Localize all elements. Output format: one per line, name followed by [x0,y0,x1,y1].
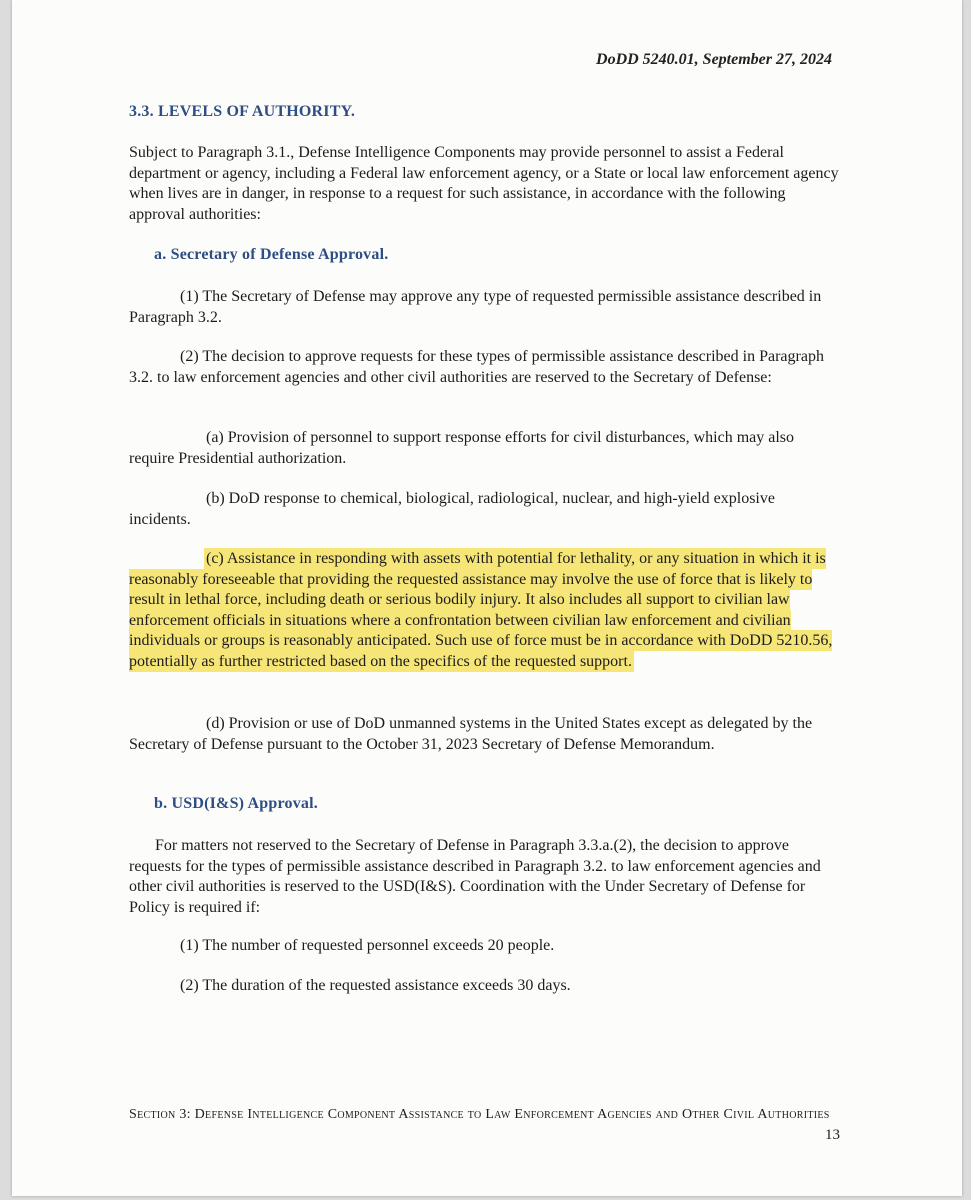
highlighted-text: (c) Assistance in responding with assets with potential for lethality, or any situation in which it is reasonably foreseeable that providing the requested assistance may involve the use of force that is likely to result in lethal force, including death or serious bodily injury. It also includes all support to civilian law enforcement officials in situations where a confrontation between civilian law enforcement and civilian individuals or groups is reasonably anticipated. Such use of force must be in accordance with DoDD 5210.56, potentially as further restricted based on the specifics of the requested support. [129,550,833,670]
intro-paragraph: Subject to Paragraph 3.1., Defense Intelligence Components may provide personnel to assist a Federal department or agency, including a Federal law enforcement agency, or a State or local law enforcement agency when lives are in danger, in response to a request for such assistance, in accordance with the following approval authorities: [129,144,839,223]
paragraph-a2: (2) The decision to approve requests for these types of permissible assistance described in Paragraph 3.2. to law enforcement agencies and other civil authorities are reserved to the Secretary of Defense: [129,348,824,386]
subsection-b-heading: b. USD(I&S) Approval. [154,795,318,812]
page-number: 13 [825,1127,840,1143]
paragraph-a1: (1) The Secretary of Defense may approve any type of requested permissible assistance described in Paragraph 3.2. [129,288,822,326]
paragraph-a2b: (b) DoD response to chemical, biological, radiological, nuclear, and high-yield explosive incidents. [129,490,775,528]
paragraph-a2a: (a) Provision of personnel to support response efforts for civil disturbances, which may also require Presidential authorization. [129,429,795,467]
paragraph-b1: (1) The number of requested personnel exceeds 20 people. [180,937,555,954]
document-header: DoDD 5240.01, September 27, 2024 [596,51,832,68]
subsection-a-heading: a. Secretary of Defense Approval. [154,246,389,263]
paragraph-a2d: (d) Provision or use of DoD unmanned systems in the United States except as delegated by the Secretary of Defense pursuant to the October 31, 2023 Secretary of Defense Memorandum. [129,715,813,753]
paragraph-b2: (2) The duration of the requested assistance exceeds 30 days. [180,977,571,994]
paragraph-b-intro: For matters not reserved to the Secretary of Defense in Paragraph 3.3.a.(2), the decision to approve requests for the types of permissible assistance described in Paragraph 3.2. to law enforcement agencies and other civil authorities is reserved to the USD(I&S). Coordination with the Under Secretary of Defense for Policy is required if: [129,837,821,916]
document-page [12,0,962,1196]
page-footer: Section 3: Defense Intelligence Component Assistance to Law Enforcement Agencies and Other Civil Authorities [129,1107,830,1122]
paragraph-a2c-highlighted [129,549,841,672]
section-heading: 3.3. LEVELS OF AUTHORITY. [129,103,356,120]
